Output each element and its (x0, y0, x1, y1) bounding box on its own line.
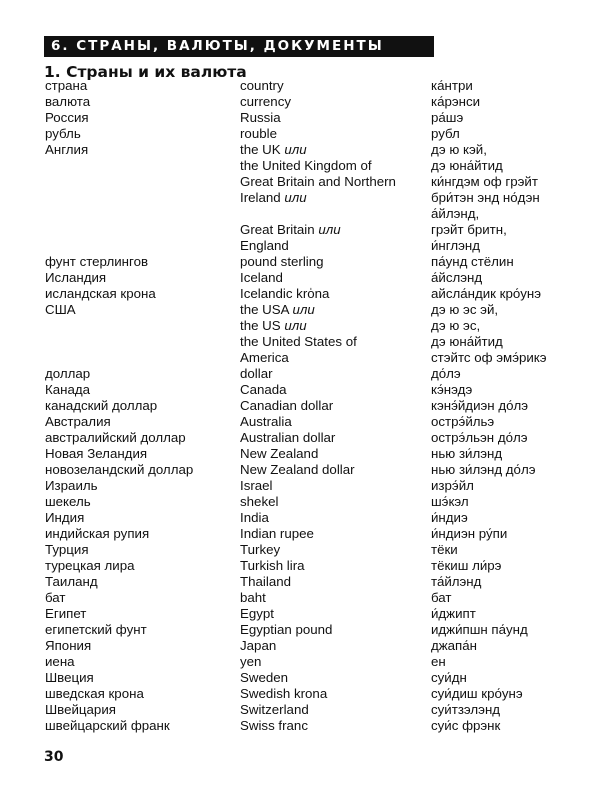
english-term: India (240, 510, 269, 525)
chapter-header: 6. СТРАНЫ, ВАЛЮТЫ, ДОКУМЕНТЫ (44, 36, 434, 57)
vocab-row (0, 654, 600, 670)
vocab-row (0, 302, 600, 318)
russian-term: новозеландский доллар (45, 462, 194, 477)
russian-term: Таиланд (45, 574, 98, 589)
russian-term: фунт стерлингов (45, 254, 149, 269)
english-term: Japan (240, 638, 277, 653)
english-term: Israel (240, 478, 273, 493)
transcription: ен (431, 654, 446, 669)
english-term: the United Kingdom of (240, 158, 372, 173)
vocab-row (0, 382, 600, 398)
transcription: суи́диш кро́унэ (431, 686, 523, 701)
vocab-row (0, 510, 600, 526)
russian-term: валюта (45, 94, 91, 109)
vocab-row (0, 478, 600, 494)
english-term: Australian dollar (240, 430, 336, 445)
transcription: иджи́пшн па́унд (431, 622, 528, 637)
english-term: Russia (240, 110, 281, 125)
page-number: 30 (44, 749, 64, 765)
transcription: и́ндиэ (431, 510, 468, 525)
transcription: стэйтс оф эмэ́рикэ (431, 350, 547, 365)
transcription: дэ ю эс, (431, 318, 481, 333)
vocab-row (0, 222, 600, 238)
russian-term: австралийский доллар (45, 430, 186, 445)
russian-term: иена (45, 654, 75, 669)
russian-term: Исландия (45, 270, 107, 285)
russian-term: индийская рупия (45, 526, 150, 541)
transcription: дэ ю эс эй, (431, 302, 499, 317)
transcription: рубл (431, 126, 460, 141)
vocab-row (0, 606, 600, 622)
vocabulary-list (0, 78, 600, 734)
russian-term: Англия (45, 142, 89, 157)
english-term: Egypt (240, 606, 275, 621)
vocab-row (0, 110, 600, 126)
vocab-row (0, 398, 600, 414)
vocab-row (0, 94, 600, 110)
vocab-row (0, 78, 600, 94)
transcription: бри́тэн энд но́дэн (431, 190, 540, 205)
english-term: baht (240, 590, 266, 605)
russian-term: египетский фунт (45, 622, 147, 637)
vocab-row (0, 430, 600, 446)
russian-term: шведская крона (45, 686, 144, 701)
vocab-row (0, 126, 600, 142)
english-term: New Zealand dollar (240, 462, 355, 477)
english-term: currency (240, 94, 291, 109)
vocab-row (0, 254, 600, 270)
english-term: Switzerland (240, 702, 309, 717)
vocab-row (0, 286, 600, 302)
english-term: Canada (240, 382, 287, 397)
russian-term: канадский доллар (45, 398, 158, 413)
russian-term: рубль (45, 126, 81, 141)
english-term: America (240, 350, 289, 365)
vocab-row (0, 414, 600, 430)
transcription: до́лэ (431, 366, 461, 381)
english-term: Swiss franc (240, 718, 308, 733)
russian-term: Израиль (45, 478, 98, 493)
transcription: и́нглэнд (431, 238, 480, 253)
transcription: и́джипт (431, 606, 476, 621)
russian-term: Швеция (45, 670, 94, 685)
transcription: острэ́льэн до́лэ (431, 430, 528, 445)
transcription: а́йслэнд (431, 270, 483, 285)
vocab-row (0, 206, 600, 222)
english-term: Icelandic kro̍na (240, 286, 330, 301)
english-term: the USA или (240, 302, 315, 317)
english-term: Great Britain или (240, 222, 341, 237)
vocab-row (0, 462, 600, 478)
vocab-row (0, 558, 600, 574)
vocab-row (0, 686, 600, 702)
english-term: the US или (240, 318, 307, 333)
english-term: Canadian dollar (240, 398, 334, 413)
english-term: yen (240, 654, 262, 669)
russian-term: турецкая лира (45, 558, 135, 573)
russian-term: бат (45, 590, 66, 605)
vocab-row (0, 718, 600, 734)
vocab-row (0, 622, 600, 638)
english-term: Thailand (240, 574, 292, 589)
transcription: а́йлэнд, (431, 206, 480, 221)
transcription: кэ́нэдэ (431, 382, 473, 397)
transcription: ки́нгдэм оф грэйт (431, 174, 538, 189)
transcription: дэ ю кэй, (431, 142, 487, 157)
vocab-row (0, 574, 600, 590)
vocab-row (0, 158, 600, 174)
vocab-row (0, 494, 600, 510)
english-term: New Zealand (240, 446, 319, 461)
english-term: Iceland (240, 270, 283, 285)
russian-term: Швейцария (45, 702, 116, 717)
transcription: кэнэ́йдиэн до́лэ (431, 398, 529, 413)
english-term: Turkish lira (240, 558, 305, 573)
transcription: па́унд стёлин (431, 254, 514, 269)
russian-term: швейцарский франк (45, 718, 170, 733)
vocab-row (0, 446, 600, 462)
english-term: dollar (240, 366, 273, 381)
english-term: rouble (240, 126, 277, 141)
vocab-row (0, 190, 600, 206)
english-term: England (240, 238, 289, 253)
section-title: 1. Страны и их валюта (44, 63, 247, 81)
transcription: суи́с фрэнк (431, 718, 501, 733)
russian-term: Новая Зеландия (45, 446, 148, 461)
vocab-row (0, 702, 600, 718)
transcription: нью зи́лэнд (431, 446, 503, 461)
russian-term: Турция (45, 542, 89, 557)
transcription: шэ́кэл (431, 494, 469, 509)
russian-term: Канада (45, 382, 91, 397)
russian-term: Индия (45, 510, 85, 525)
vocab-row (0, 526, 600, 542)
english-term: shekel (240, 494, 279, 509)
russian-term: исландская крона (45, 286, 156, 301)
english-term: Swedish krona (240, 686, 328, 701)
english-term: Great Britain and Northern (240, 174, 396, 189)
vocab-row (0, 638, 600, 654)
russian-term: Австралия (45, 414, 111, 429)
transcription: дэ юна́йтид (431, 158, 503, 173)
vocab-row (0, 590, 600, 606)
vocab-row (0, 238, 600, 254)
vocab-row (0, 542, 600, 558)
english-term: pound sterling (240, 254, 324, 269)
vocab-row (0, 318, 600, 334)
russian-term: страна (45, 78, 88, 93)
russian-term: Россия (45, 110, 89, 125)
transcription: нью зи́лэнд до́лэ (431, 462, 536, 477)
vocab-row (0, 334, 600, 350)
transcription: та́йлэнд (431, 574, 482, 589)
transcription: и́ндиэн ру́пи (431, 526, 508, 541)
english-term: country (240, 78, 284, 93)
english-term: Australia (240, 414, 292, 429)
english-term: Turkey (240, 542, 281, 557)
transcription: тёки (431, 542, 458, 557)
transcription: суи́дн (431, 670, 467, 685)
transcription: ка́рэнси (431, 94, 481, 109)
vocab-row (0, 174, 600, 190)
english-term: Egyptian pound (240, 622, 333, 637)
vocab-row (0, 366, 600, 382)
transcription: тёкиш ли́рэ (431, 558, 502, 573)
transcription: ка́нтри (431, 78, 473, 93)
english-term: Indian rupee (240, 526, 314, 541)
vocab-row (0, 350, 600, 366)
transcription: айсла́ндик кро́унэ (431, 286, 542, 301)
transcription: грэйт бритн, (431, 222, 507, 237)
vocab-row (0, 142, 600, 158)
vocab-row (0, 670, 600, 686)
transcription: изрэ́йл (431, 478, 474, 493)
transcription: суи́тзэлэнд (431, 702, 501, 717)
english-term: the United States of (240, 334, 357, 349)
english-term: the UK или (240, 142, 307, 157)
english-term: Sweden (240, 670, 289, 685)
russian-term: США (45, 302, 76, 317)
russian-term: Египет (45, 606, 87, 621)
transcription: бат (431, 590, 452, 605)
english-term: Ireland или (240, 190, 307, 205)
transcription: острэ́йльэ (431, 414, 495, 429)
transcription: ра́шэ (431, 110, 464, 125)
russian-term: доллар (45, 366, 91, 381)
russian-term: Япония (45, 638, 92, 653)
transcription: джапа́н (431, 638, 477, 653)
vocab-row (0, 270, 600, 286)
russian-term: шекель (45, 494, 91, 509)
transcription: дэ юна́йтид (431, 334, 503, 349)
